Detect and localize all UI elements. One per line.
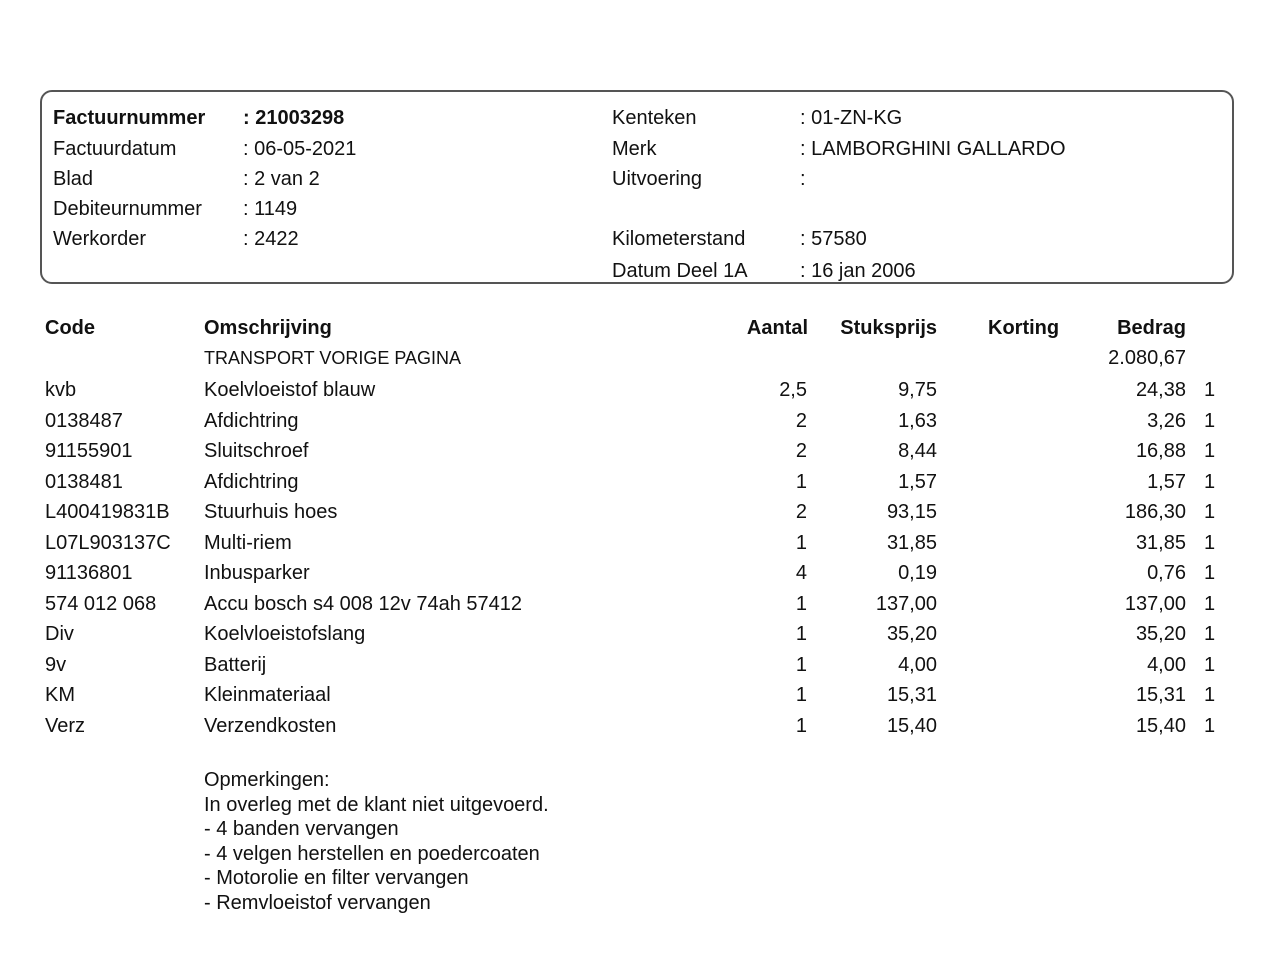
item-description: Verzendkosten — [204, 714, 337, 737]
item-quantity: 2 — [795, 501, 807, 523]
header-label: Factuurdatum — [53, 138, 177, 160]
item-unit-price: 35,20 — [886, 623, 937, 645]
item-description: Afdichtring — [204, 409, 299, 432]
item-vat-code: 1 — [1204, 623, 1216, 645]
transport-amount: 2.080,67 — [1108, 347, 1186, 369]
item-code: 91155901 — [45, 440, 133, 462]
item-amount: 15,40 — [1135, 714, 1186, 737]
item-code: KM — [45, 684, 75, 706]
header-label: Kilometerstand — [612, 228, 746, 250]
item-quantity: 1 — [795, 470, 807, 493]
item-description: Koelvloeistofslang — [204, 623, 366, 645]
item-quantity: 2 — [795, 409, 807, 432]
header-value: : 21003298 — [243, 107, 345, 129]
item-amount: 1,57 — [1147, 470, 1186, 493]
item-description: Kleinmateriaal — [204, 684, 331, 706]
item-quantity: 4 — [795, 562, 807, 584]
item-unit-price: 15,40 — [886, 714, 937, 737]
header-label: Merk — [612, 138, 657, 160]
item-unit-price: 8,44 — [898, 440, 937, 462]
col-header-discount: Korting — [988, 317, 1060, 339]
item-description: Stuurhuis hoes — [204, 501, 338, 523]
item-vat-code: 1 — [1204, 440, 1216, 462]
item-unit-price: 4,00 — [898, 653, 937, 676]
item-quantity: 1 — [795, 531, 807, 554]
col-header-code: Code — [45, 317, 95, 339]
item-amount: 16,88 — [1135, 440, 1186, 462]
item-vat-code: 1 — [1204, 562, 1216, 584]
col-header-unit-price: Stuksprijs — [840, 317, 937, 339]
item-code: 0138481 — [45, 470, 123, 493]
item-code: 574 012 068 — [45, 592, 157, 615]
header-label: Blad — [53, 168, 94, 190]
item-description: Inbusparker — [204, 562, 310, 584]
item-unit-price: 137,00 — [875, 592, 937, 615]
header-label: Datum Deel 1A — [612, 260, 748, 282]
item-vat-code: 1 — [1204, 531, 1216, 554]
header-label: Kenteken — [612, 107, 697, 129]
item-amount: 35,20 — [1135, 623, 1186, 645]
item-vat-code: 1 — [1204, 409, 1216, 432]
item-vat-code: 1 — [1204, 379, 1216, 401]
item-amount: 24,38 — [1135, 379, 1186, 401]
item-amount: 3,26 — [1147, 409, 1186, 432]
header-value: : 01-ZN-KG — [800, 107, 903, 129]
col-header-description: Omschrijving — [204, 317, 332, 339]
item-code: L400419831B — [45, 501, 170, 523]
item-quantity: 1 — [795, 653, 807, 676]
item-quantity: 2 — [795, 440, 807, 462]
item-code: L07L903137C — [45, 531, 171, 554]
remarks-block — [204, 768, 549, 916]
item-amount: 137,00 — [1124, 592, 1186, 615]
col-header-amount: Bedrag — [1117, 317, 1186, 339]
item-vat-code: 1 — [1204, 653, 1216, 676]
item-quantity: 1 — [795, 714, 807, 737]
item-code: Div — [45, 623, 74, 645]
item-quantity: 1 — [795, 623, 807, 645]
header-value: : 16 jan 2006 — [800, 260, 916, 282]
item-quantity: 1 — [795, 592, 807, 615]
item-description: Sluitschroef — [204, 440, 309, 462]
item-description: Batterij — [204, 653, 267, 676]
header-value: : — [800, 168, 806, 190]
item-quantity: 2,5 — [779, 379, 807, 401]
item-vat-code: 1 — [1204, 501, 1216, 523]
item-description: Koelvloeistof blauw — [204, 379, 376, 401]
item-code: kvb — [45, 379, 77, 401]
item-quantity: 1 — [795, 684, 807, 706]
remark-line: - Remvloeistof vervangen — [204, 891, 431, 914]
item-unit-price: 9,75 — [898, 379, 937, 401]
remark-line: - 4 velgen herstellen en poedercoaten — [204, 842, 540, 865]
header-label: Werkorder — [53, 228, 146, 250]
header-label: Uitvoering — [612, 168, 703, 190]
item-unit-price: 1,63 — [898, 409, 937, 432]
header-value: : 2 van 2 — [243, 168, 320, 190]
transport-label: TRANSPORT VORIGE PAGINA — [204, 348, 462, 368]
header-value: : 2422 — [243, 228, 299, 250]
item-description: Afdichtring — [204, 470, 299, 493]
item-description: Multi-riem — [204, 531, 292, 554]
item-code: 0138487 — [45, 409, 123, 432]
header-label: Debiteurnummer — [53, 198, 202, 220]
item-unit-price: 1,57 — [898, 470, 937, 493]
remark-line: - 4 banden vervangen — [204, 818, 399, 841]
remarks-title: Opmerkingen: — [204, 769, 330, 791]
item-amount: 186,30 — [1124, 501, 1186, 523]
item-amount: 15,31 — [1135, 684, 1186, 706]
item-unit-price: 93,15 — [886, 501, 937, 523]
remark-line: - Motorolie en filter vervangen — [204, 867, 469, 890]
item-code: 9v — [45, 653, 67, 676]
col-header-quantity: Aantal — [746, 317, 808, 339]
header-value: : LAMBORGHINI GALLARDO — [800, 138, 1066, 160]
header-label: Factuurnummer — [53, 107, 206, 129]
header-value: : 57580 — [800, 228, 867, 250]
item-amount: 4,00 — [1147, 653, 1186, 676]
item-vat-code: 1 — [1204, 592, 1216, 615]
header-value: : 1149 — [243, 198, 298, 220]
item-unit-price: 0,19 — [898, 562, 937, 584]
item-code: 91136801 — [45, 562, 133, 584]
header-value: : 06-05-2021 — [243, 138, 357, 160]
item-amount: 0,76 — [1147, 562, 1186, 584]
item-description: Accu bosch s4 008 12v 74ah 57412 — [204, 592, 523, 615]
item-vat-code: 1 — [1204, 684, 1216, 706]
remark-line: In overleg met de klant niet uitgevoerd. — [204, 793, 549, 816]
item-vat-code: 1 — [1204, 714, 1216, 737]
item-unit-price: 15,31 — [886, 684, 937, 706]
item-code: Verz — [45, 714, 86, 737]
item-unit-price: 31,85 — [886, 531, 937, 554]
item-vat-code: 1 — [1204, 470, 1216, 493]
item-amount: 31,85 — [1135, 531, 1186, 554]
